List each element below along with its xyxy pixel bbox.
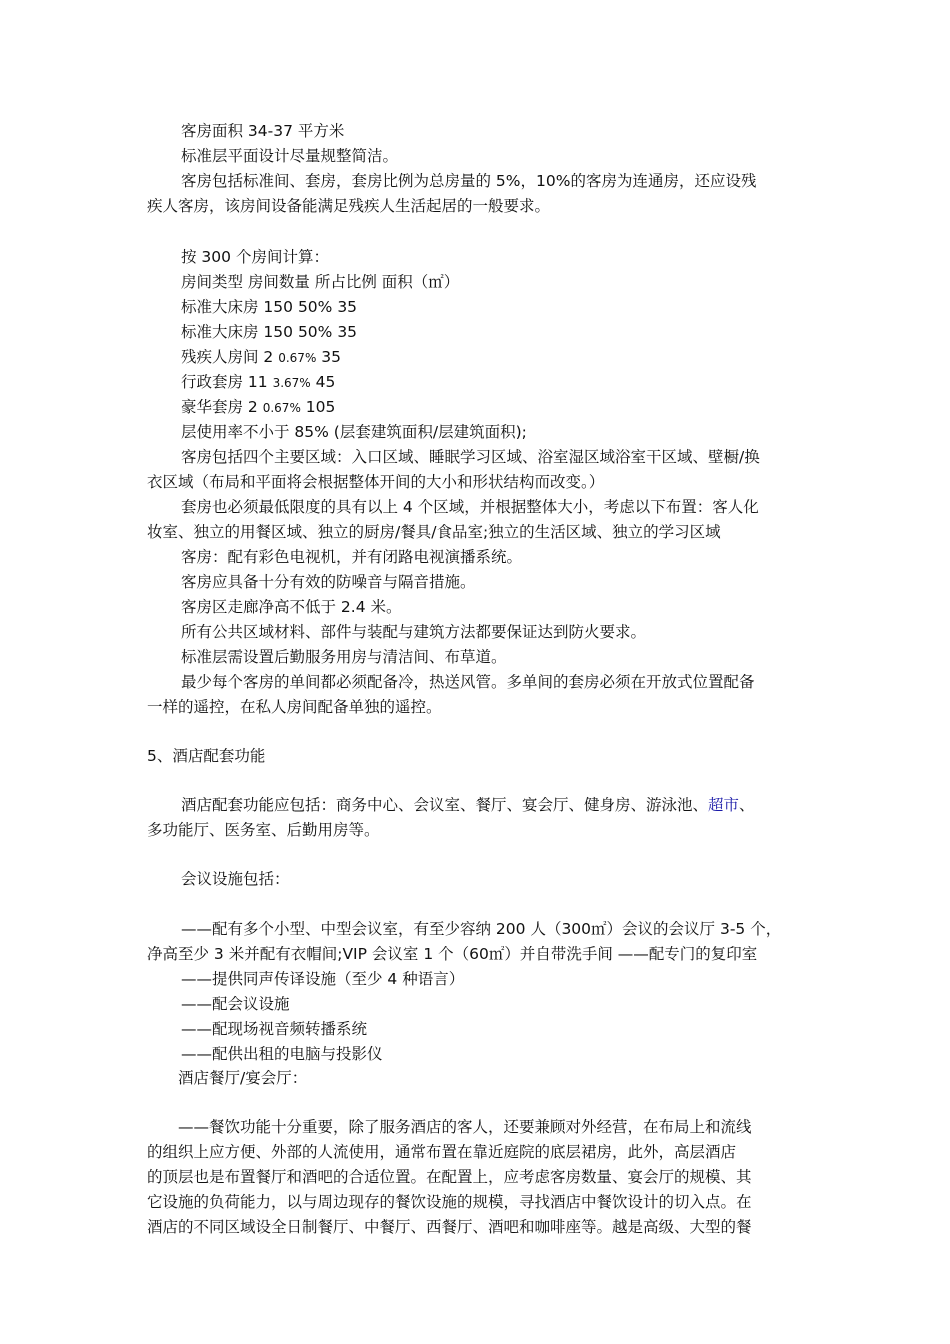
text-line: 标准层需设置后勤服务用房与清洁间、布草道。: [181, 648, 507, 666]
text-line: 的顶层也是布置餐厅和酒吧的合适位置。在配置上，应考虑客房数量、宴会厅的规模、其: [147, 1168, 752, 1186]
text-line: 客房：配有彩色电视机，并有闭路电视演播系统。: [181, 548, 523, 566]
text-line: 按 300 个房间计算：: [181, 248, 329, 266]
text-line: 酒店的不同区域设全日制餐厅、中餐厅、西餐厅、酒吧和咖啡座等。越是高级、大型的餐: [147, 1218, 752, 1236]
text-line: 所有公共区域材料、部件与装配与建筑方法都要保证达到防火要求。: [181, 623, 647, 641]
room-row: [181, 397, 335, 418]
text-line: 衣区域（布局和平面将会根据整体开间的大小和形状结构而改变。）: [147, 473, 605, 491]
room-type: 行政套房 11: [181, 373, 273, 391]
room-ratio: 0.67%: [278, 351, 317, 365]
table-header-line: 房间类型 房间数量 所占比例 面积（㎡）: [181, 273, 460, 291]
text-line: ——配现场视音频转播系统: [181, 1020, 368, 1038]
text-line: 净高至少 3 米并配有衣帽间;VIP 会议室 1 个（60㎡）并自带洗手间 ——配专门的复印室: [147, 945, 758, 963]
text-line: 酒店餐厅/宴会厅：: [178, 1069, 308, 1087]
text-line: 客房包括标准间、套房，套房比例为总房量的 5%，10%的客房为连通房，还应设残: [181, 172, 757, 190]
room-row: [181, 347, 341, 368]
text-line: 会议设施包括：: [181, 870, 290, 888]
room-type: 残疾人房间 2: [181, 348, 279, 366]
room-area: 35: [316, 348, 341, 366]
room-row: [181, 372, 335, 393]
room-ratio: 3.67%: [272, 376, 311, 390]
room-ratio: 0.67%: [262, 401, 301, 415]
text-line: 客房包括四个主要区域：入口区域、睡眠学习区域、浴室湿区域浴室干区域、壁橱/换: [181, 448, 760, 466]
text-segment: 、: [739, 796, 755, 814]
text-line: 它设施的负荷能力，以与周边现存的餐饮设施的规模，寻找酒店中餐饮设计的切入点。在: [147, 1193, 752, 1211]
text-line: 客房应具备十分有效的防噪音与隔音措施。: [181, 573, 476, 591]
text-line: ——配有多个小型、中型会议室，有至少容纳 200 人（300㎡）会议的会议厅 3-5 个，: [181, 920, 782, 938]
text-line: 最少每个客房的单间都必须配备冷，热送风管。多单间的套房必须在开放式位置配备: [181, 673, 755, 691]
text-line: ——配供出租的电脑与投影仪: [181, 1045, 383, 1063]
text-line: 疾人客房，该房间设备能满足残疾人生活起居的一般要求。: [147, 197, 551, 215]
text-line: ——餐饮功能十分重要，除了服务酒店的客人，还要兼顾对外经营，在布局上和流线: [178, 1118, 752, 1136]
section-heading: 5、酒店配套功能: [147, 747, 266, 765]
text-line: 的组织上应方便、外部的人流使用，通常布置在靠近庭院的底层裙房，此外，高层酒店: [147, 1143, 737, 1161]
room-type: 豪华套房 2: [181, 398, 263, 416]
text-line: [181, 795, 755, 815]
text-line: 妆室、独立的用餐区域、独立的厨房/餐具/食品室;独立的生活区域、独立的学习区域: [147, 523, 721, 541]
room-area: 105: [300, 398, 336, 416]
text-line: 层使用率不小于 85% (层套建筑面积/层建筑面积);: [181, 423, 527, 441]
room-row: 标准大床房 150 50% 35: [181, 298, 358, 316]
room-row: 标准大床房 150 50% 35: [181, 323, 358, 341]
text-line: 套房也必须最低限度的具有以上 4 个区域，并根据整体大小，考虑以下布置：客人化: [181, 498, 759, 516]
text-segment: 酒店配套功能应包括：商务中心、会议室、餐厅、宴会厅、健身房、游泳池、: [181, 796, 709, 814]
text-line: 多功能厅、医务室、后勤用房等。: [147, 821, 380, 839]
text-line: ——提供同声传译设施（至少 4 种语言）: [181, 970, 465, 988]
room-area: 45: [310, 373, 336, 391]
text-line: 客房区走廊净高不低于 2.4 米。: [181, 598, 402, 616]
text-line: 一样的遥控，在私人房间配备单独的遥控。: [147, 698, 442, 716]
text-line: 客房面积 34-37 平方米: [181, 122, 345, 140]
text-line: ——配会议设施: [181, 995, 290, 1013]
supermarket-link[interactable]: 超市: [708, 796, 740, 814]
text-line: 标准层平面设计尽量规整简洁。: [181, 147, 399, 165]
